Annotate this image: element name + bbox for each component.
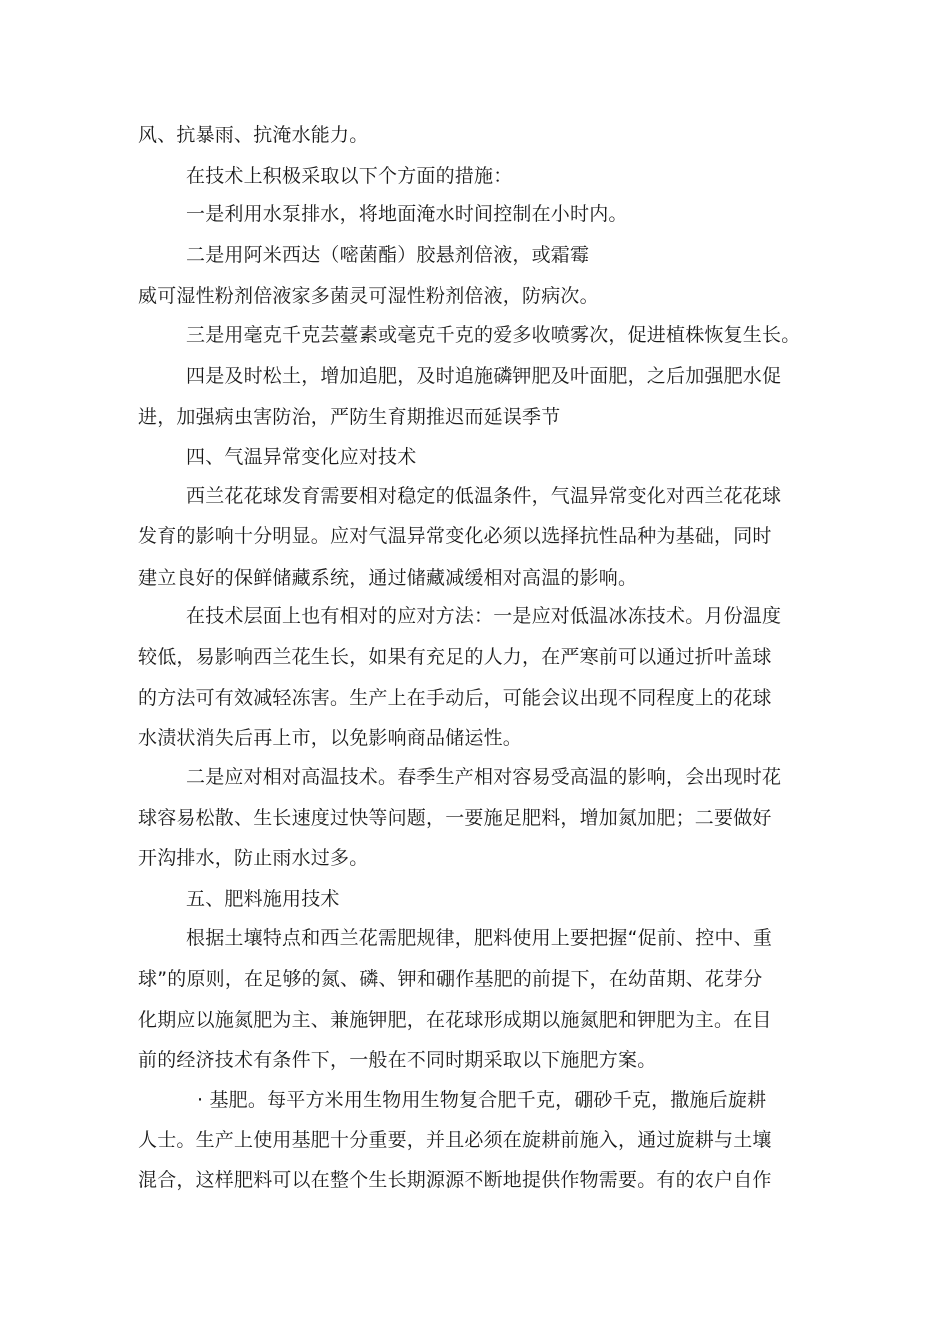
text-line: 二是应对相对高温技术。春季生产相对容易受高温的影响，会出现时花 — [186, 766, 782, 788]
text-line: 水渍状消失后再上市，以免影响商品储运性。 — [138, 727, 523, 749]
text-line: 进，加强病虫害防治，严防生育期推迟而延误季节 — [138, 406, 561, 428]
text-line: 球容易松散、生长速度过快等问题，一要施足肥料，增加氮加肥；二要做好 — [138, 807, 772, 829]
text-line: 一是利用水泵排水，将地面淹水时间控制在小时内。 — [186, 203, 628, 225]
text-line: 二是用阿米西达（嘧菌酯）胶悬剂倍液，或霜霉 — [186, 244, 590, 266]
text-line: 混合，这样肥料可以在整个生长期源源不断地提供作物需要。有的农户自作 — [138, 1169, 772, 1191]
text-line: 的方法可有效减轻冻害。生产上在手动后，可能会议出现不同程度上的花球 — [138, 687, 772, 709]
text-line: 开沟排水，防止雨水过多。 — [138, 847, 369, 869]
text-line: 建立良好的保鲜储藏系统，通过储藏减缓相对高温的影响。 — [138, 567, 638, 589]
text-line: 球”的原则，在足够的氮、磷、钾和硼作基肥的前提下，在幼苗期、花芽分 — [138, 968, 763, 990]
text-line: 前的经济技术有条件下，一般在不同时期采取以下施肥方案。 — [138, 1049, 657, 1071]
text-line: 化期应以施氮肥为主、兼施钾肥，在花球形成期以施氮肥和钾肥为主。在目 — [138, 1009, 772, 1031]
section-heading: 四、气温异常变化应对技术 — [186, 446, 417, 468]
text-line: 三是用毫克千克芸薹素或毫克千克的爱多收喷雾次，促进植株恢复生长。 — [186, 324, 801, 346]
text-line: 人士。生产上使用基肥十分重要，并且必须在旋耕前施入，通过旋耕与土壤 — [138, 1129, 772, 1151]
text-line: 较低，易影响西兰花生长，如果有充足的人力，在严寒前可以通过折叶盖球 — [138, 646, 772, 668]
text-line: · 基肥。每平方米用生物用生物复合肥千克，硼砂千克，撒施后旋耕 — [197, 1089, 767, 1111]
text-line: 风、抗暴雨、抗淹水能力。 — [138, 124, 369, 146]
section-heading: 五、肥料施用技术 — [186, 888, 340, 910]
text-line: 在技术上积极采取以下个方面的措施： — [186, 165, 513, 187]
text-line: 根据土壤特点和西兰花需肥规律，肥料使用上要把握“促前、控中、重 — [186, 927, 773, 949]
text-line: 西兰花花球发育需要相对稳定的低温条件，气温异常变化对西兰花花球 — [186, 485, 782, 507]
text-line: 威可湿性粉剂倍液家多菌灵可湿性粉剂倍液，防病次。 — [138, 285, 599, 307]
text-line: 四是及时松土，增加追肥，及时追施磷钾肥及叶面肥，之后加强肥水促 — [186, 365, 782, 387]
text-line: 在技术层面上也有相对的应对方法：一是应对低温冰冻技术。月份温度 — [186, 605, 782, 627]
text-line: 发育的影响十分明显。应对气温异常变化必须以选择抗性品种为基础，同时 — [138, 525, 772, 547]
